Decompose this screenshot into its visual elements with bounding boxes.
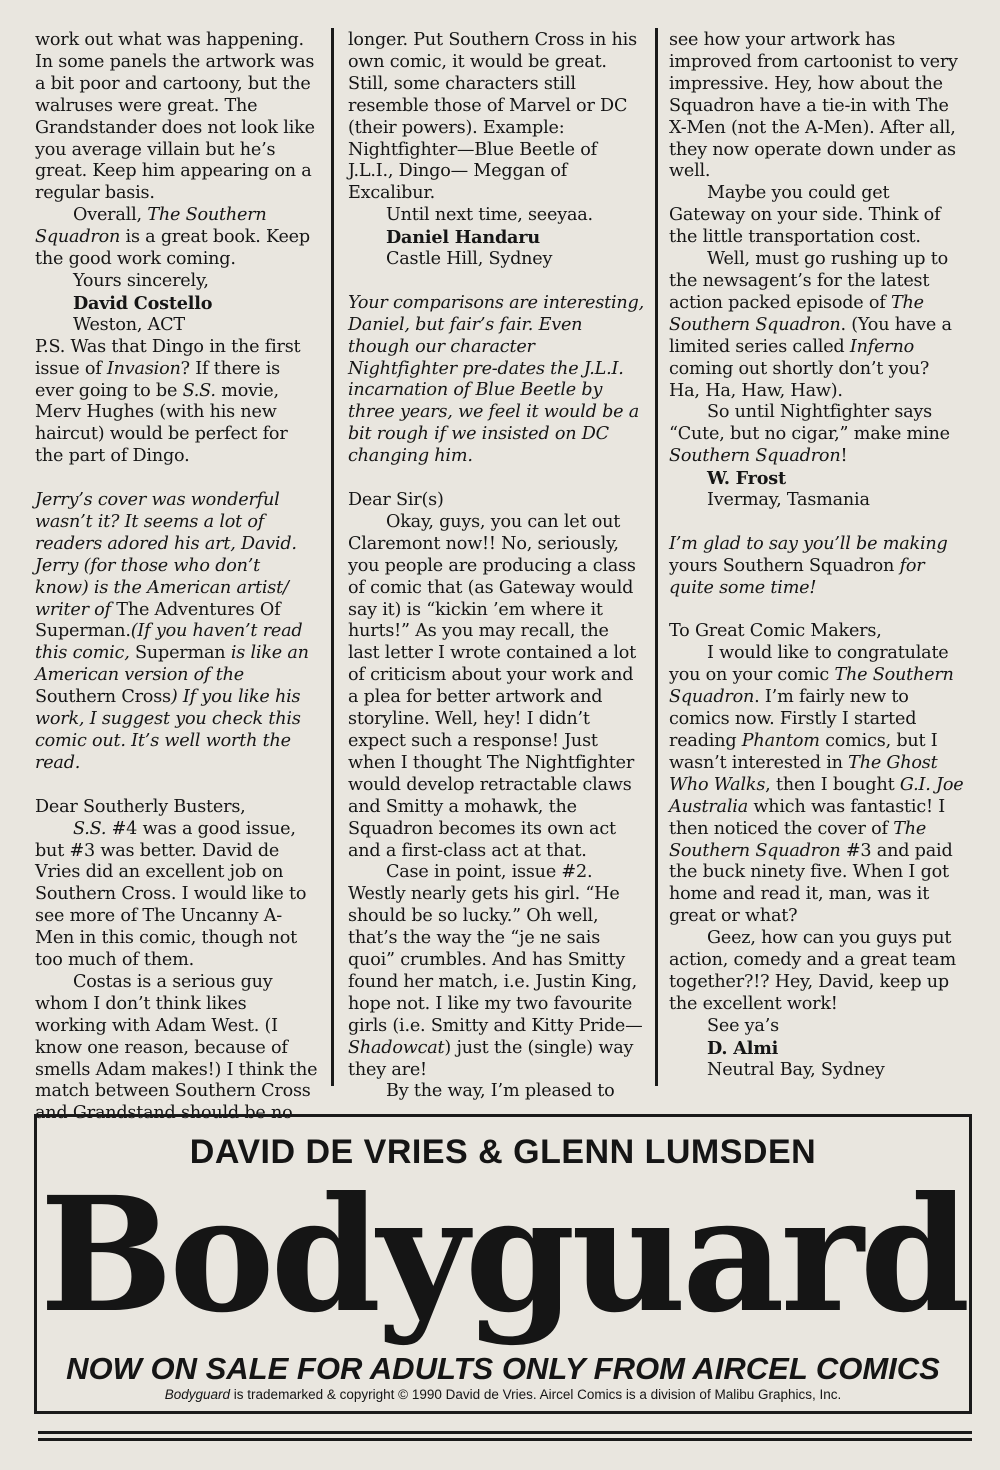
- letter-busters-body: S.S. #4 was a good issue, but #3 was better. David de Vries did an excellent job on Southern Cross. I would like to see more of The Uncanny A-Men in this comic, though not too much of them.: [35, 818, 307, 971]
- letter-costello-closing-paragraph: Overall, The Southern Squadron is a great book. Keep the good work coming.: [35, 205, 310, 270]
- letter-signer: W. Frost: [707, 468, 786, 490]
- column-divider-1: [331, 28, 334, 1086]
- letter-closing: See ya’s: [707, 1015, 779, 1036]
- editor-reply-3: I’m glad to say you’ll be making yours Southern Squadron for quite some time!: [669, 533, 948, 598]
- editor-reply-1: Jerry’s cover was wonderful wasn’t it? It seems a lot of readers adored his art, David. Jerry (for those who don’t know) is the American artist/ writer of The Adventures Of Superman.(If you haven’t read this comic, Superman is like an American version of the Southern Cross) If you like his work, I suggest you check this comic out. It’s well worth the read.: [35, 490, 309, 773]
- letter-greeting: Dear Sir(s): [348, 490, 444, 510]
- letter-sirs-body-3: By the way, I’m pleased to: [386, 1081, 615, 1102]
- bodyguard-advertisement: [34, 1114, 972, 1414]
- letter-postscript: P.S. Was that Dingo in the first issue of Invasion? If there is ever going to be S.S. movie, Merv Hughes (with his new haircut) would be perfect for the part of Dingo.: [35, 336, 301, 467]
- ad-title: Bodyguard: [39, 1163, 967, 1348]
- letter-frost-body-4: So until Nightfighter says “Cute, but no cigar,” make mine Southern Squadron!: [669, 402, 950, 467]
- letter-almi-body: I would like to congratulate you on your comic The Southern Squadron. I’m fairly new to comics now. Firstly I started reading Phantom comics, but I wasn’t interested in The Ghost Who Walks, then I bought G.I. Joe Australia which was fantastic! I then noticed the cover of The Southern Squadron #3 and paid the buck ninety five. When I got home and read it, man, was it great or what?: [669, 643, 964, 927]
- letter-frost-body-2: Maybe you could get Gateway on your side. Think of the little transportation cost.: [669, 183, 941, 248]
- letter-signer: D. Almi: [707, 1037, 779, 1059]
- letter-sirs-body: Okay, guys, you can let out Claremont now!! No, seriously, you people are producing a class of comic that (as Gateway would say it) is “kickin ’em where it hurts!” As you may recall, the last letter I wrote contained a lot of criticism about your work and a plea for better artwork and storyline. Well, hey! I didn’t expect such a response! Just when I thought The Nightfighter would develop retractable claws and Smitty a mohawk, the Squadron becomes its own act and a first-class act at that.: [348, 511, 637, 861]
- bottom-divider-top: [38, 1431, 972, 1434]
- letter-sirs-body-2: Case in point, issue #2. Westly nearly gets his girl. “He should be so lucky.” Oh well, that’s the way the “je ne sais quoi” crumbles. And has Smitty found her match, i.e. Justin King, hope not. I like my two favourite girls (i.e. Smitty and Kitty Pride—Shadowcat) just the (single) way they are!: [348, 862, 643, 1080]
- letters-column-2: [348, 30, 644, 1102]
- letter-costello-body: work out what was happening. In some panels the artwork was a bit poor and cartoony, but the walruses were great. The Grandstander does not look like you average villain but he’s great. Keep him appearing on a regular basis.: [35, 30, 315, 204]
- letter-greeting: To Great Comic Makers,: [669, 621, 882, 642]
- letter-signer: Daniel Handaru: [386, 227, 540, 249]
- letter-frost-body: see how your artwork has improved from cartoonist to very impressive. Hey, how about the Squadron have a tie-in with The X-Men (not the A-Men). After all, they now operate down under as well.: [669, 30, 958, 182]
- ad-authors: DAVID DE VRIES & GLENN LUMSDEN: [189, 1133, 817, 1171]
- ad-copyright-notice: Bodyguard is trademarked & copyright © 1990 David de Vries. Aircel Comics is a division of Malibu Graphics, Inc.: [164, 1387, 842, 1402]
- letter-almi-body-2: Geez, how can you guys put action, comedy and a great team together?!? Hey, David, keep up the excellent work!: [669, 928, 956, 1014]
- letters-column-3: [669, 30, 965, 1090]
- letters-column-1: [35, 30, 318, 1124]
- letter-handaru-body: longer. Put Southern Cross in his own comic, it would be great. Still, some characters still resemble those of Marvel or DC (their powers). Example: Nightfighter—Blue Beetle of J.L.I., Dingo— Meggan of Excalibur.: [348, 30, 637, 204]
- column-divider-2: [655, 28, 658, 1086]
- letter-signer: David Costello: [73, 292, 213, 314]
- letter-closing: Yours sincerely,: [73, 270, 209, 291]
- bottom-divider-bottom: [38, 1438, 972, 1441]
- editor-reply-2: Your comparisons are interesting, Daniel, but fair’s fair. Even though our character Nightfighter pre-dates the J.L.I. incarnation of Blue Beetle by three years, we feel it would be a bit rough if we insisted on DC changing him.: [348, 292, 644, 467]
- letter-busters-body-2: Costas is a serious guy whom I don’t think likes working with Adam West. (I know one reason, because of smells Adam makes!) I think the match between Southern Cross and Grandstand should be no: [35, 971, 318, 1124]
- letter-location: Castle Hill, Sydney: [386, 249, 553, 270]
- ad-sale-line: NOW ON SALE FOR ADULTS ONLY FROM AIRCEL COMICS: [66, 1351, 940, 1386]
- letter-closing: Until next time, seeyaa.: [386, 205, 593, 226]
- letter-location: Neutral Bay, Sydney: [707, 1059, 885, 1080]
- letter-location: Ivermay, Tasmania: [707, 490, 870, 511]
- letter-location: Weston, ACT: [73, 314, 185, 335]
- letter-frost-body-3: Well, must go rushing up to the newsagent’s for the latest action packed episode of The Southern Squadron. (You have a limited series called Inferno coming out shortly don’t you? Ha, Ha, Haw, Haw).: [669, 249, 952, 401]
- letter-greeting: Dear Southerly Busters,: [35, 796, 246, 817]
